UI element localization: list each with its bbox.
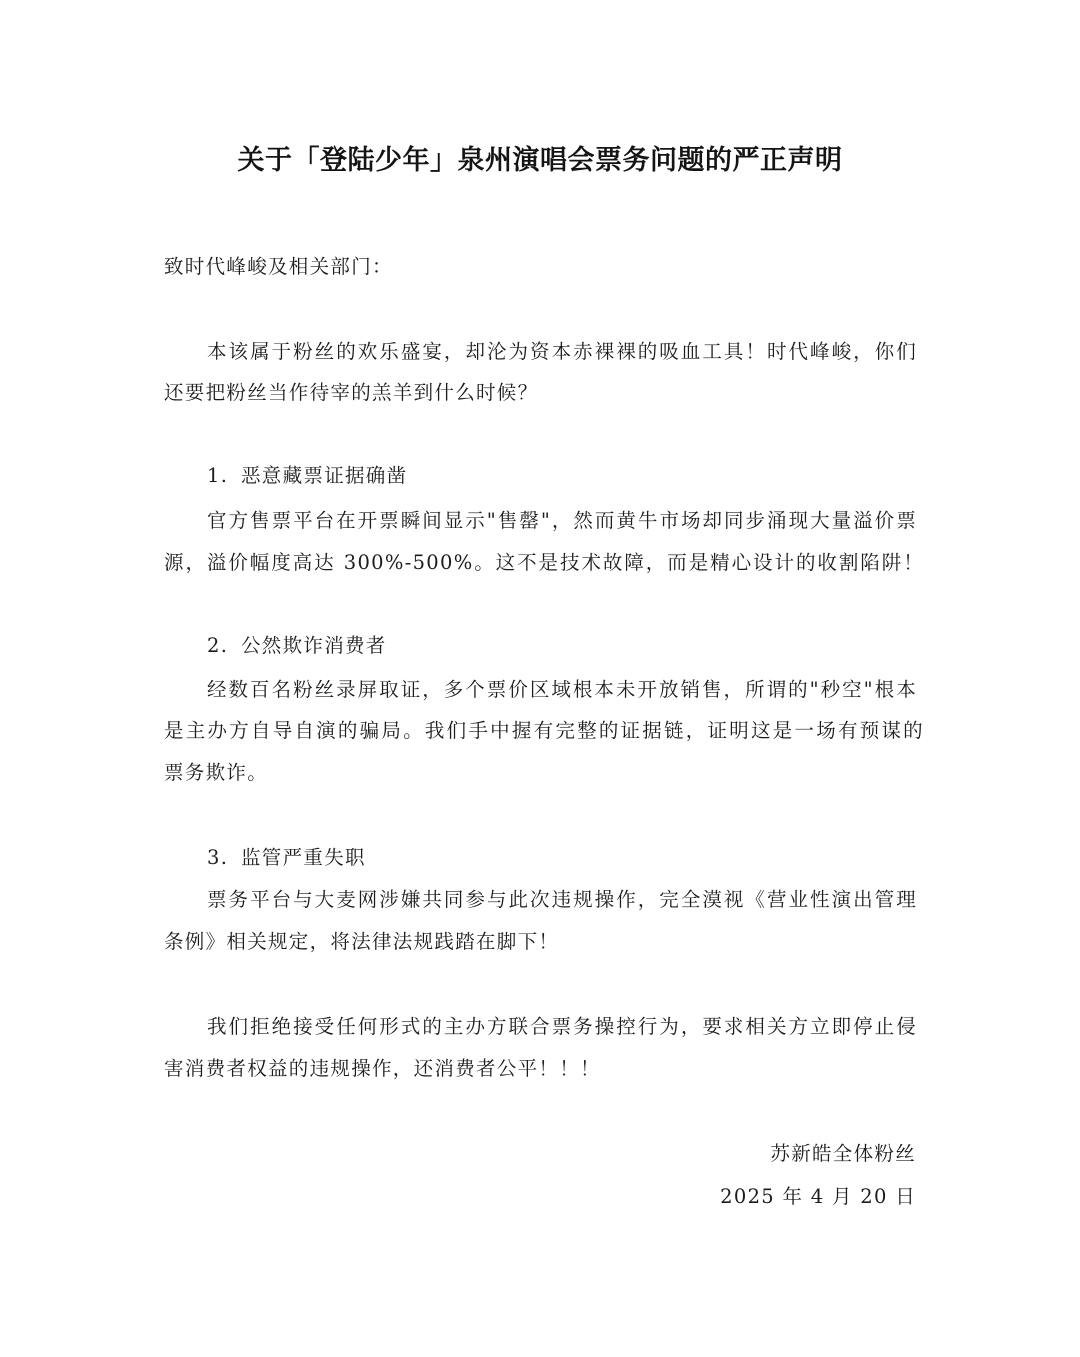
section-2-line-3: 票务欺诈。 [164,761,269,784]
intro-line-2: 还要把粉丝当作待宰的羔羊到什么时候？ [164,381,539,404]
section-3-number: 3. [207,846,229,869]
closing-line-2: 害消费者权益的违规操作，还消费者公平！！！ [164,1057,601,1080]
date: 2025 年 4 月 20 日 [720,1185,916,1208]
document-title: 关于「登陆少年」泉州演唱会票务问题的严正声明 [237,145,843,176]
closing-line-1: 我们拒绝接受任何形式的主办方联合票务操控行为，要求相关方立即停止侵 [207,1015,917,1038]
section-3-heading [207,843,917,873]
section-2-number: 2. [207,634,229,657]
signature: 苏新皓全体粉丝 [770,1142,916,1165]
section-2-heading [207,631,917,661]
section-1-line-2: 源，溢价幅度高达 300%-500%。这不是技术故障，而是精心设计的收割陷阱！ [164,551,924,574]
section-2-title: 公然欺诈消费者 [241,634,387,657]
section-3-line-2: 条例》相关规定，将法律法规践踏在脚下！ [164,930,560,953]
intro-line-1: 本该属于粉丝的欢乐盛宴，却沦为资本赤裸裸的吸血工具！时代峰峻，你们 [207,340,917,363]
section-1-line-1: 官方售票平台在开票瞬间显示"售罄"，然而黄牛市场却同步涌现大量溢价票 [207,509,917,532]
section-3-line-1: 票务平台与大麦网涉嫌共同参与此次违规操作，完全漠视《营业性演出管理 [207,888,917,911]
salutation: 致时代峰峻及相关部门： [164,255,393,278]
section-1-number: 1. [207,464,229,487]
section-1-heading [207,461,917,491]
section-2-line-1: 经数百名粉丝录屏取证，多个票价区域根本未开放销售，所谓的"秒空"根本 [207,678,917,701]
section-2-line-2: 是主办方自导自演的骗局。我们手中握有完整的证据链，证明这是一场有预谋的 [164,719,924,742]
section-3-title: 监管严重失职 [241,846,366,869]
section-1-title: 恶意藏票证据确凿 [241,464,408,487]
